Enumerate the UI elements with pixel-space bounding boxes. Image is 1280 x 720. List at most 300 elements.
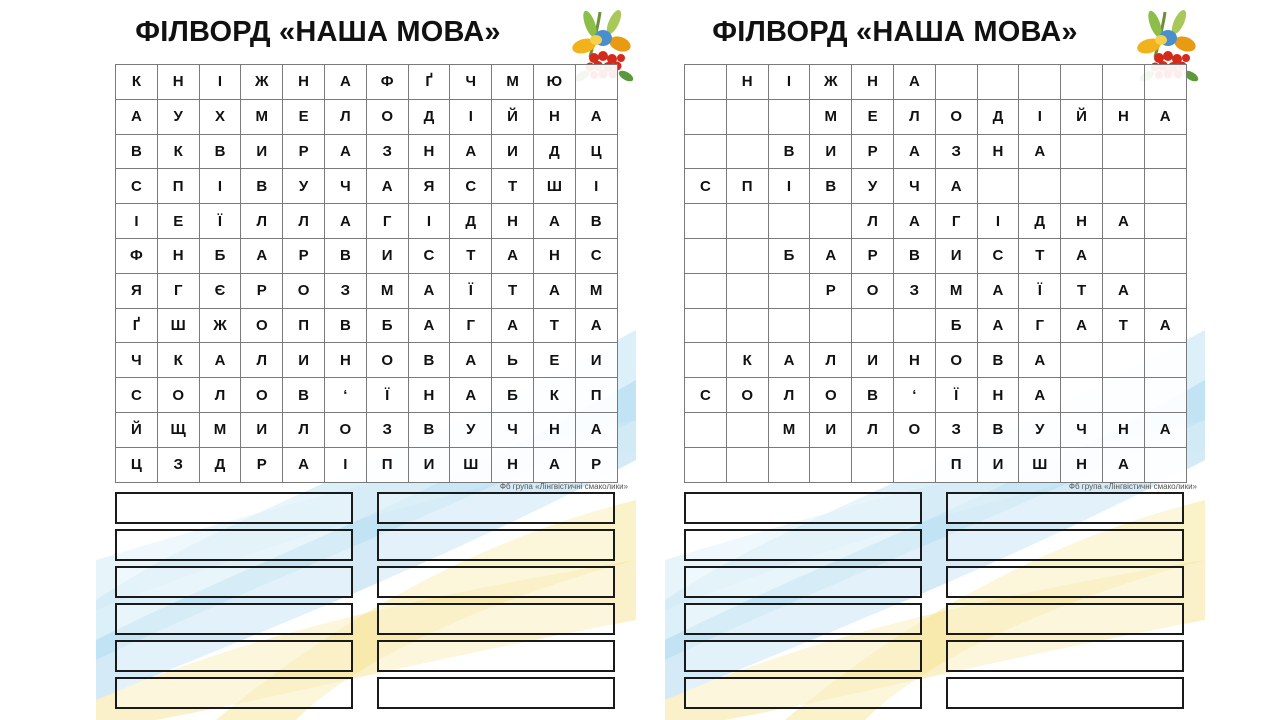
grid-cell: Ґ (116, 308, 158, 343)
grid-cell (852, 447, 894, 482)
grid-cell: Н (1102, 99, 1144, 134)
grid-cell (810, 447, 852, 482)
answer-field[interactable] (115, 640, 353, 672)
grid-cell: Б (366, 308, 408, 343)
answer-field[interactable] (377, 566, 615, 598)
answer-field[interactable] (946, 603, 1184, 635)
grid-cell (726, 134, 768, 169)
grid-cell: Б (768, 238, 810, 273)
grid-cell (1102, 238, 1144, 273)
grid-cell: Т (533, 308, 575, 343)
answer-field[interactable] (946, 529, 1184, 561)
grid-cell: Н (324, 343, 366, 378)
grid-cell: З (935, 134, 977, 169)
grid-cell: С (450, 169, 492, 204)
grid-cell: П (575, 378, 617, 413)
grid-row (685, 134, 1187, 169)
grid-cell: А (408, 273, 450, 308)
grid-row (116, 169, 618, 204)
answer-field[interactable] (115, 492, 353, 524)
grid-cell (977, 169, 1019, 204)
grid-cell: Щ (157, 412, 199, 447)
grid-cell (768, 99, 810, 134)
grid-cell: Л (893, 99, 935, 134)
grid-cell: Й (1061, 99, 1103, 134)
grid-row (685, 204, 1187, 239)
grid-cell: Й (116, 412, 158, 447)
grid-cell: ‘ (324, 378, 366, 413)
grid-cell: М (241, 99, 283, 134)
grid-cell: В (116, 134, 158, 169)
grid-cell (1144, 204, 1186, 239)
grid-cell (1061, 65, 1103, 100)
grid-cell: Ч (492, 412, 534, 447)
grid-cell: С (408, 238, 450, 273)
grid-cell: Д (1019, 204, 1061, 239)
grid-cell: А (1102, 204, 1144, 239)
grid-cell: А (450, 134, 492, 169)
grid-cell (1019, 169, 1061, 204)
grid-row (116, 447, 618, 482)
grid-cell (685, 273, 727, 308)
grid-cell (726, 204, 768, 239)
grid-cell: Г (157, 273, 199, 308)
answer-field[interactable] (377, 492, 615, 524)
grid-cell (726, 447, 768, 482)
worksheet-answer-key (665, 0, 1205, 720)
grid-cell: В (199, 134, 241, 169)
answer-field[interactable] (946, 492, 1184, 524)
grid-cell: Ч (1061, 412, 1103, 447)
grid-cell: М (810, 99, 852, 134)
grid-cell (726, 412, 768, 447)
grid-cell: А (768, 343, 810, 378)
answer-field[interactable] (684, 529, 922, 561)
grid-cell: Г (366, 204, 408, 239)
grid-cell: Ш (1019, 447, 1061, 482)
grid-cell (726, 308, 768, 343)
grid-row (685, 343, 1187, 378)
grid-cell: М (199, 412, 241, 447)
grid-cell (726, 238, 768, 273)
grid-cell (685, 238, 727, 273)
grid-cell: Ц (116, 447, 158, 482)
grid-cell: Ч (324, 169, 366, 204)
grid-cell: Д (408, 99, 450, 134)
grid-cell (893, 308, 935, 343)
grid-cell: У (450, 412, 492, 447)
answer-field[interactable] (115, 677, 353, 709)
grid-cell: І (116, 204, 158, 239)
grid-cell: В (324, 238, 366, 273)
grid-cell: П (366, 447, 408, 482)
grid-cell (810, 308, 852, 343)
grid-cell: А (450, 343, 492, 378)
grid-cell: В (283, 378, 325, 413)
grid-cell: З (157, 447, 199, 482)
grid-cell: А (893, 65, 935, 100)
grid-cell (1102, 378, 1144, 413)
answer-field[interactable] (377, 677, 615, 709)
grid-cell (768, 308, 810, 343)
answer-field[interactable] (684, 492, 922, 524)
grid-row (685, 169, 1187, 204)
grid-cell: Ч (116, 343, 158, 378)
grid-cell: Е (157, 204, 199, 239)
grid-cell: А (283, 447, 325, 482)
grid-cell: А (199, 343, 241, 378)
grid-cell: А (1102, 273, 1144, 308)
grid-cell: А (324, 65, 366, 100)
grid-cell: Н (408, 134, 450, 169)
answer-field[interactable] (684, 566, 922, 598)
grid-cell: Ї (450, 273, 492, 308)
grid-cell: Е (283, 99, 325, 134)
grid-cell: А (116, 99, 158, 134)
grid-cell: У (1019, 412, 1061, 447)
grid-cell (1144, 378, 1186, 413)
grid-cell: Л (768, 378, 810, 413)
grid-cell: Ґ (408, 65, 450, 100)
grid-cell: А (1061, 308, 1103, 343)
grid-cell (1144, 134, 1186, 169)
grid-cell: А (810, 238, 852, 273)
page-title: ФІЛВОРД «НАША МОВА» (135, 16, 501, 48)
grid-cell: М (366, 273, 408, 308)
grid-cell (1102, 169, 1144, 204)
grid-cell: А (575, 99, 617, 134)
grid-cell: Р (852, 134, 894, 169)
grid-cell: З (935, 412, 977, 447)
grid-cell: А (324, 204, 366, 239)
grid-cell (768, 273, 810, 308)
grid-cell: Б (492, 378, 534, 413)
grid-cell: О (366, 343, 408, 378)
grid-cell: А (492, 308, 534, 343)
grid-cell: К (157, 134, 199, 169)
grid-cell: П (935, 447, 977, 482)
grid-cell: О (324, 412, 366, 447)
grid-cell: Ю (533, 65, 575, 100)
grid-cell: В (324, 308, 366, 343)
grid-cell: И (366, 238, 408, 273)
grid-cell: Е (533, 343, 575, 378)
grid-cell: Й (492, 99, 534, 134)
grid-cell: К (533, 378, 575, 413)
grid-cell: А (893, 204, 935, 239)
grid-cell: Б (199, 238, 241, 273)
grid-cell: И (241, 412, 283, 447)
grid-cell: В (977, 343, 1019, 378)
grid-row (685, 238, 1187, 273)
grid-cell: Ж (810, 65, 852, 100)
grid-cell: Н (1102, 412, 1144, 447)
grid-cell: Ж (241, 65, 283, 100)
grid-cell: З (366, 134, 408, 169)
answer-field[interactable] (684, 677, 922, 709)
grid-cell: Ш (450, 447, 492, 482)
grid-cell: Ї (366, 378, 408, 413)
grid-cell: А (533, 273, 575, 308)
grid-cell: О (935, 343, 977, 378)
grid-cell: П (283, 308, 325, 343)
grid-cell: А (575, 412, 617, 447)
answer-field[interactable] (115, 566, 353, 598)
word-search-grid (115, 64, 618, 483)
grid-cell: І (199, 169, 241, 204)
grid-cell: И (935, 238, 977, 273)
grid-cell: Л (241, 204, 283, 239)
grid-cell: М (492, 65, 534, 100)
grid-cell: І (324, 447, 366, 482)
grid-cell: Р (810, 273, 852, 308)
word-search-grid (684, 64, 1187, 483)
grid-cell: Т (492, 169, 534, 204)
grid-cell: Ч (893, 169, 935, 204)
grid-cell: З (324, 273, 366, 308)
grid-cell (685, 447, 727, 482)
grid-cell: К (116, 65, 158, 100)
grid-cell: Н (533, 412, 575, 447)
grid-cell: Ц (575, 134, 617, 169)
answer-field[interactable] (946, 640, 1184, 672)
grid-cell: И (408, 447, 450, 482)
grid-cell: Г (935, 204, 977, 239)
grid-cell: О (935, 99, 977, 134)
grid-cell: Ж (199, 308, 241, 343)
grid-cell (685, 343, 727, 378)
grid-cell: О (852, 273, 894, 308)
page-title: ФІЛВОРД «НАША МОВА» (712, 16, 1078, 48)
grid-cell: Ч (450, 65, 492, 100)
grid-cell: Т (1061, 273, 1103, 308)
grid-row (116, 99, 618, 134)
answer-field[interactable] (946, 677, 1184, 709)
grid-cell: М (935, 273, 977, 308)
answer-field[interactable] (377, 529, 615, 561)
grid-cell: Н (157, 65, 199, 100)
grid-row (116, 412, 618, 447)
grid-cell: И (241, 134, 283, 169)
grid-cell (852, 308, 894, 343)
grid-cell: Н (408, 378, 450, 413)
grid-cell: Ф (116, 238, 158, 273)
answer-field[interactable] (115, 603, 353, 635)
grid-cell (1061, 378, 1103, 413)
grid-cell: А (408, 308, 450, 343)
grid-row (116, 343, 618, 378)
grid-cell: В (575, 204, 617, 239)
grid-cell (935, 65, 977, 100)
grid-cell: С (575, 238, 617, 273)
grid-cell: О (241, 308, 283, 343)
grid-cell: П (157, 169, 199, 204)
grid-cell: І (575, 169, 617, 204)
grid-cell: А (575, 308, 617, 343)
grid-cell: І (199, 65, 241, 100)
grid-cell: Л (810, 343, 852, 378)
grid-cell (768, 204, 810, 239)
grid-cell: И (283, 343, 325, 378)
grid-cell: Л (852, 204, 894, 239)
grid-cell (685, 65, 727, 100)
grid-cell: А (1144, 308, 1186, 343)
grid-cell: З (893, 273, 935, 308)
grid-cell (1102, 343, 1144, 378)
grid-cell: Я (116, 273, 158, 308)
grid-cell (1061, 343, 1103, 378)
grid-cell: А (977, 273, 1019, 308)
grid-cell: В (768, 134, 810, 169)
grid-cell: Н (726, 65, 768, 100)
grid-cell: С (116, 169, 158, 204)
grid-row (116, 308, 618, 343)
grid-cell: Ш (533, 169, 575, 204)
grid-cell: Н (977, 378, 1019, 413)
credit-caption: Фб група «Лінгвістичні смаколики» (499, 482, 628, 491)
grid-cell: А (935, 169, 977, 204)
grid-row (685, 412, 1187, 447)
grid-cell: Л (283, 204, 325, 239)
grid-cell: І (768, 169, 810, 204)
grid-cell: Я (408, 169, 450, 204)
grid-cell (1061, 169, 1103, 204)
grid-cell: Р (575, 447, 617, 482)
grid-cell (575, 65, 617, 100)
grid-row (685, 65, 1187, 100)
grid-cell: Н (533, 238, 575, 273)
grid-cell: Ї (199, 204, 241, 239)
answer-field[interactable] (946, 566, 1184, 598)
grid-cell: Л (852, 412, 894, 447)
grid-row (685, 308, 1187, 343)
grid-cell: Н (157, 238, 199, 273)
grid-cell: Д (533, 134, 575, 169)
grid-cell: Н (852, 65, 894, 100)
grid-cell: В (408, 343, 450, 378)
grid-cell: А (533, 447, 575, 482)
grid-row (685, 447, 1187, 482)
grid-cell (1019, 65, 1061, 100)
grid-cell: В (977, 412, 1019, 447)
grid-cell: О (157, 378, 199, 413)
grid-cell: Н (1061, 204, 1103, 239)
grid-cell: А (893, 134, 935, 169)
grid-row (685, 273, 1187, 308)
grid-cell: Ь (492, 343, 534, 378)
grid-cell: У (283, 169, 325, 204)
grid-cell: С (685, 169, 727, 204)
grid-cell (1144, 273, 1186, 308)
grid-cell: Л (324, 99, 366, 134)
grid-cell: В (810, 169, 852, 204)
grid-cell: Н (492, 204, 534, 239)
grid-cell: Т (450, 238, 492, 273)
grid-row (116, 238, 618, 273)
grid-cell (977, 65, 1019, 100)
grid-cell: В (893, 238, 935, 273)
grid-cell: А (1144, 412, 1186, 447)
grid-cell: В (852, 378, 894, 413)
grid-cell: Т (1102, 308, 1144, 343)
answer-field[interactable] (377, 640, 615, 672)
grid-cell (726, 99, 768, 134)
grid-cell: О (810, 378, 852, 413)
grid-cell: А (977, 308, 1019, 343)
grid-cell: Ш (157, 308, 199, 343)
grid-cell (1102, 65, 1144, 100)
grid-cell: П (726, 169, 768, 204)
grid-cell: Е (852, 99, 894, 134)
answer-field[interactable] (115, 529, 353, 561)
grid-cell: О (283, 273, 325, 308)
grid-row (116, 65, 618, 100)
grid-cell: Д (977, 99, 1019, 134)
grid-cell: У (852, 169, 894, 204)
answer-field[interactable] (684, 640, 922, 672)
grid-cell (685, 204, 727, 239)
grid-cell: Н (283, 65, 325, 100)
grid-cell: З (366, 412, 408, 447)
grid-cell: М (575, 273, 617, 308)
grid-cell: А (1019, 378, 1061, 413)
grid-cell: Р (283, 238, 325, 273)
grid-cell: Д (450, 204, 492, 239)
grid-row (116, 204, 618, 239)
grid-cell: Н (893, 343, 935, 378)
grid-cell (685, 412, 727, 447)
grid-cell: А (1144, 99, 1186, 134)
worksheet-puzzle (96, 0, 636, 720)
grid-cell: И (810, 412, 852, 447)
answer-field[interactable] (377, 603, 615, 635)
grid-cell: Б (935, 308, 977, 343)
grid-cell: М (768, 412, 810, 447)
grid-row (685, 99, 1187, 134)
grid-cell (685, 134, 727, 169)
grid-cell: Д (199, 447, 241, 482)
grid-cell: А (366, 169, 408, 204)
grid-cell: И (575, 343, 617, 378)
grid-cell: Р (241, 273, 283, 308)
grid-cell: Є (199, 273, 241, 308)
grid-cell: Л (241, 343, 283, 378)
grid-cell (893, 447, 935, 482)
grid-cell: О (726, 378, 768, 413)
answer-field[interactable] (684, 603, 922, 635)
grid-row (116, 378, 618, 413)
grid-cell (1144, 238, 1186, 273)
grid-row (116, 134, 618, 169)
grid-cell: Л (283, 412, 325, 447)
grid-cell: Н (492, 447, 534, 482)
grid-cell (1144, 343, 1186, 378)
grid-cell: І (450, 99, 492, 134)
grid-cell: Ї (1019, 273, 1061, 308)
grid-cell: О (366, 99, 408, 134)
grid-cell: И (852, 343, 894, 378)
grid-cell: Н (977, 134, 1019, 169)
grid-cell: А (324, 134, 366, 169)
grid-cell: ‘ (893, 378, 935, 413)
grid-cell: В (241, 169, 283, 204)
grid-cell (1061, 134, 1103, 169)
grid-cell: Х (199, 99, 241, 134)
grid-cell: И (810, 134, 852, 169)
grid-cell: С (685, 378, 727, 413)
grid-cell: Н (533, 99, 575, 134)
grid-cell (810, 204, 852, 239)
